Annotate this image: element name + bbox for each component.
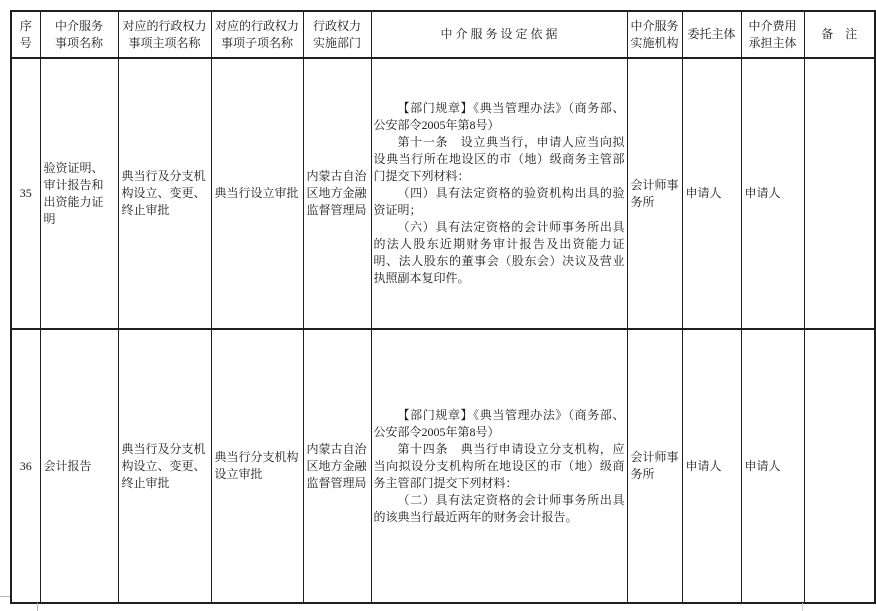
header-label: 序号 <box>19 18 32 50</box>
header-label: 事项主项名称 <box>128 35 201 50</box>
table-header-row <box>11 11 875 58</box>
basis-paragraph: （二）具有法定资格的会计师事务所出具的该典当行最近两年的财务会计报告。 <box>373 492 625 524</box>
main-item-cell: 典当行及分支机构设立、变更、终止审批 <box>118 58 211 329</box>
col-header-client <box>682 11 741 58</box>
client-cell: 申请人 <box>682 329 741 603</box>
intermediary-services-table <box>10 10 876 604</box>
col-header-agency <box>627 11 682 58</box>
header-label: 事项子项名称 <box>220 35 293 50</box>
col-header-fee-bearer <box>741 11 804 58</box>
page-break-mark-bottom-1 <box>37 603 38 611</box>
basis-cell <box>371 58 627 329</box>
col-header-main-item <box>118 11 211 58</box>
header-label: 承担主体 <box>748 35 797 50</box>
seq-cell: 36 <box>11 329 40 603</box>
client-cell: 申请人 <box>682 58 741 329</box>
col-header-service-name <box>40 11 118 58</box>
basis-paragraph: 第十一条 设立典当行，申请人应当向拟设典当行所在地设区的市（地）级商务主管部门提交下列材料： <box>373 135 625 183</box>
agency-cell: 会计师事务所 <box>627 58 682 329</box>
header-label: 备 注 <box>821 27 858 41</box>
service-name-cell: 会计报告 <box>40 329 118 603</box>
basis-paragraph: （六）具有法定资格的会计师事务所出具的法人股东近期财务审计报告及出资能力证明、法人股东的董事会（股东会）决议及营业执照副本复印件。 <box>373 220 625 285</box>
agency-cell: 会计师事务所 <box>627 329 682 603</box>
header-label: 委托主体 <box>687 27 736 41</box>
basis-paragraph: （四）具有法定资格的验资机构出具的验资证明； <box>373 186 625 217</box>
sub-item-cell: 典当行设立审批 <box>211 58 303 329</box>
page-break-mark-left <box>0 596 10 597</box>
col-header-sub-item <box>211 11 303 58</box>
fee-bearer-cell: 申请人 <box>741 58 804 329</box>
header-label: 中介费用 <box>748 18 797 33</box>
remark-cell <box>804 329 875 603</box>
page-break-mark-bottom-2 <box>802 603 803 611</box>
header-label: 行政权力 <box>312 18 361 33</box>
col-header-department <box>303 11 371 58</box>
basis-paragraph: 【部门规章】《典当管理办法》（商务部、公安部令2005年第8号） <box>373 101 625 132</box>
header-label: 对应的行政权力 <box>122 18 207 33</box>
col-header-seq <box>11 11 40 58</box>
fee-bearer-cell: 申请人 <box>741 329 804 603</box>
basis-paragraph: 第十四条 典当行申请设立分支机构，应当向拟设分支机构所在地设区的市（地）级商务主管部门提交下列材料： <box>373 441 625 490</box>
seq-cell: 35 <box>11 58 40 329</box>
basis-paragraph: 【部门规章】《典当管理办法》（商务部、公安部令2005年第8号） <box>373 407 625 439</box>
header-label: 实施部门 <box>312 35 361 50</box>
col-header-basis <box>371 11 627 58</box>
header-label: 中介服务 <box>54 18 103 33</box>
header-label: 事项名称 <box>54 35 103 50</box>
col-header-remark <box>804 11 875 58</box>
basis-cell <box>371 329 627 603</box>
department-cell: 内蒙古自治区地方金融监督管理局 <box>303 329 371 603</box>
department-cell: 内蒙古自治区地方金融监督管理局 <box>303 58 371 329</box>
header-label: 实施机构 <box>630 35 679 50</box>
service-name-cell: 验资证明、审计报告和出资能力证明 <box>40 58 118 329</box>
table-row <box>11 58 875 329</box>
header-label: 中 介 服 务 设 定 依 据 <box>440 27 558 41</box>
header-label: 对应的行政权力 <box>214 18 299 33</box>
header-label: 中介服务 <box>630 18 679 33</box>
remark-cell <box>804 58 875 329</box>
sub-item-cell: 典当行分支机构设立审批 <box>211 329 303 603</box>
table-row <box>11 329 875 603</box>
main-item-cell: 典当行及分支机构设立、变更、终止审批 <box>118 329 211 603</box>
